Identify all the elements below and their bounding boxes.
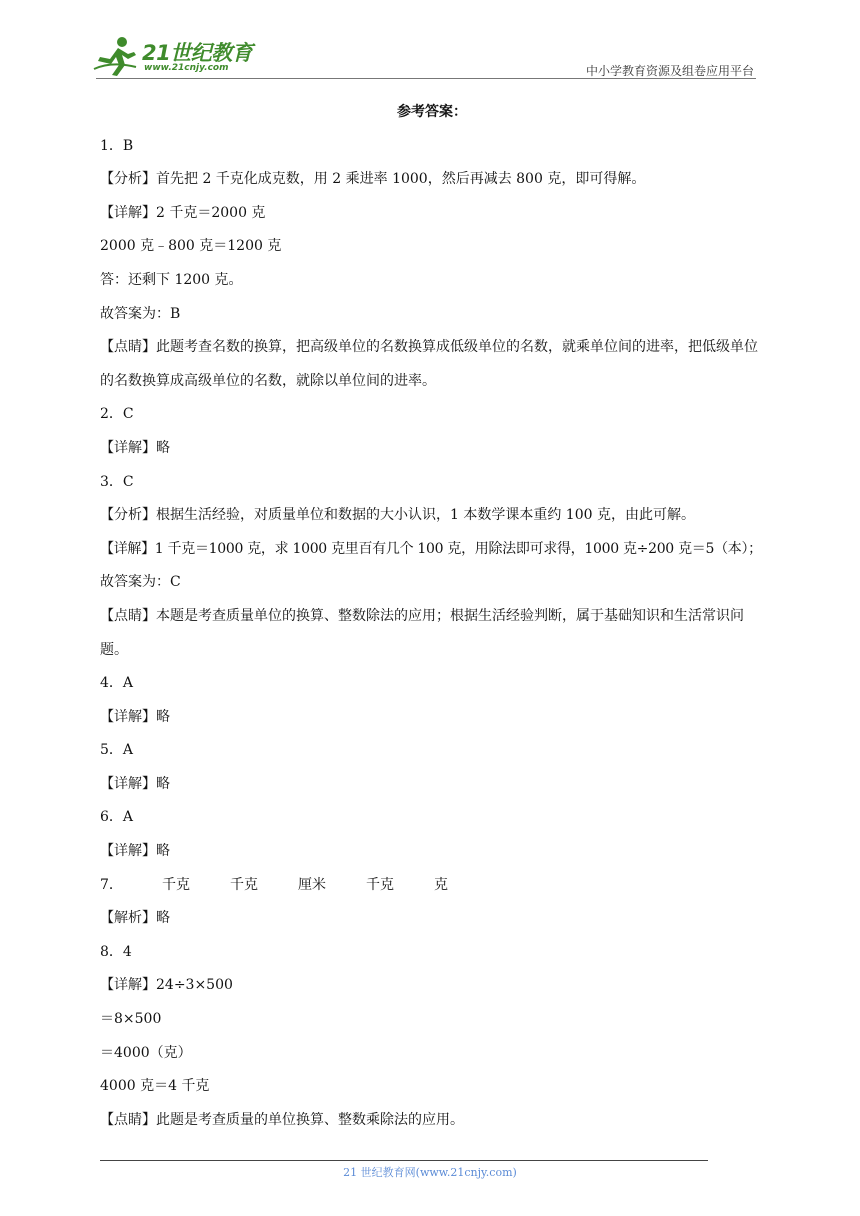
answer-line: 【点睛】此题是考查质量的单位换算、整数乘除法的应用。	[100, 1111, 464, 1128]
answer-line: 【详解】1 千克＝1000 克，求 1000 克里百有几个 100 克，用除法即可求得，1000 克÷200 克＝5（本）；	[100, 540, 762, 557]
header-slogan: 中小学教育资源及组卷应用平台	[585, 64, 754, 78]
answer-line: 2．C	[100, 406, 134, 423]
answer-line: 【详解】略	[100, 775, 170, 792]
answer-line: 【详解】24÷3×500	[100, 977, 233, 994]
answer-line: ＝4000（克）	[100, 1044, 192, 1061]
unit-answer: 克	[434, 876, 448, 893]
site-logo[interactable]	[92, 33, 262, 79]
answer-content	[100, 96, 764, 1137]
footer-link[interactable]: 21 世纪教育网(www.21cnjy.com)	[343, 1166, 517, 1179]
page-title: 参考答案：	[397, 104, 467, 120]
brand-name: 21世纪教育	[142, 41, 253, 65]
unit-answer: 千克	[230, 876, 258, 893]
answer-line: 故答案为：C	[100, 574, 181, 591]
answer-line: 2000 克﹣800 克＝1200 克	[100, 238, 282, 255]
page-header	[0, 0, 860, 80]
header-divider	[96, 78, 756, 79]
runner-logo-icon	[92, 35, 140, 77]
answer-line: 4000 克＝4 千克	[100, 1078, 210, 1095]
unit-answer: 千克	[366, 876, 394, 893]
unit-answer: 厘米	[298, 876, 326, 893]
answer-paragraph: 【点睛】本题是考查质量单位的换算、整数除法的应用；根据生活经验判断，属于基础知识和生活常识问题。	[100, 607, 744, 658]
answer-line: 【详解】略	[100, 439, 170, 456]
answer-line: 【解析】略	[100, 910, 170, 927]
answer-line: 【详解】略	[100, 843, 170, 860]
question-7-answers	[100, 869, 764, 903]
answer-line: ＝8×500	[100, 1011, 162, 1028]
answer-line: 8．4	[100, 943, 132, 960]
brand-url: www.21cnjy.com	[144, 63, 229, 73]
answer-line: 4．A	[100, 675, 134, 692]
answer-line: 【分析】首先把 2 千克化成克数，用 2 乘进率 1000，然后再减去 800 克，即可得解。	[100, 171, 646, 188]
answer-line: 6．A	[100, 809, 134, 826]
answer-line: 【分析】根据生活经验，对质量单位和数据的大小认识，1 本数学课本重约 100 克，由此可解。	[100, 507, 695, 524]
answer-line: 故答案为：B	[100, 305, 181, 322]
answer-paragraph: 【点睛】此题考查名数的换算，把高级单位的名数换算成低级单位的名数，就乘单位间的进率，把低级单位的名数换算成高级单位的名数，就除以单位间的进率。	[100, 339, 758, 389]
answer-line: 3．C	[100, 473, 134, 490]
question-number: 7．	[100, 876, 123, 893]
answer-line: 【详解】略	[100, 708, 170, 725]
answer-line: 5．A	[100, 742, 134, 759]
answer-line: 答：还剩下 1200 克。	[100, 271, 243, 288]
footer-divider	[100, 1160, 708, 1161]
unit-answer: 千克	[162, 876, 190, 893]
answer-line: 【详解】2 千克＝2000 克	[100, 204, 266, 221]
answer-line: 1．B	[100, 137, 134, 154]
